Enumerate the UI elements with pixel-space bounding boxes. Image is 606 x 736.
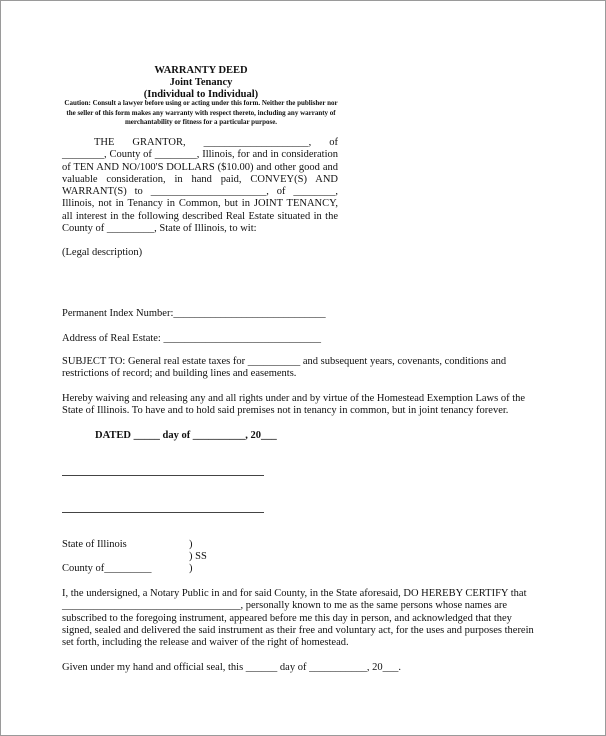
caution-notice: Caution: Consult a lawyer before using or acting under this form. Neither the publisher nor the seller of this form makes any warranty with respect thereto, including any warranty of merchantability or fitness for a particular purpose. — [64, 99, 338, 126]
title-individual: (Individual to Individual) — [143, 89, 259, 100]
deed-title — [61, 65, 341, 101]
homestead-waiver-paragraph: Hereby waiving and releasing any and all rights under and by virtue of the Homestead Exemption Laws of the State of Illinois. To have and to hold said premises not in tenancy in common, but in joint tenancy forever. — [62, 393, 526, 417]
signature-line-2 — [62, 512, 264, 513]
address-of-real-estate: Address of Real Estate: ______________________________ — [62, 333, 321, 344]
legal-description: (Legal description) — [62, 247, 143, 258]
venue-paren-close: ) — [189, 563, 193, 574]
signature-line-1 — [62, 475, 264, 476]
dated-line: DATED _____ day of __________, 20___ — [95, 430, 277, 441]
grantor-paragraph: THE GRANTOR, ____________________, of ________, County of ________, Illinois, for and in consideration of TEN AND NO/100'S DOLLARS ($10.00) and other good and valuable consideration, in hand paid, CONVEY(S) AND WARRANT(S) to ______________________, of ________, Illinois, not in Tenancy in Common, but in JOINT TENANCY, all interest in the following described Real Estate situated in the County of _________, State of Illinois, to wit: — [62, 137, 338, 235]
permanent-index-number: Permanent Index Number:_____________________________ — [62, 308, 326, 319]
subject-to-paragraph: SUBJECT TO: General real estate taxes for __________ and subsequent years, covenants, conditions and restrictions of record; and building lines and easements. — [62, 356, 507, 380]
given-under-hand-line: Given under my hand and official seal, this ______ day of ___________, 20___. — [62, 662, 401, 673]
ss-label: ) SS — [189, 551, 207, 562]
title-warranty-deed: WARRANTY DEED — [154, 65, 248, 76]
state-label: State of Illinois — [62, 539, 127, 550]
venue-paren-open: ) — [189, 539, 193, 550]
county-label: County of_________ — [62, 563, 152, 574]
notary-certification-paragraph: I, the undersigned, a Notary Public in and for said County, in the State aforesaid, DO HEREBY CERTIFY that __________________________________, personally known to me as the same persons whose names are subscribed to the foregoing instrument, appeared before me this day in person, and acknowledged that they signed, sealed and delivered the said instrument as their free and voluntary act, for the uses and purposes therein set forth, including the release and waiver of the right of homestead. — [62, 588, 534, 649]
title-joint-tenancy: Joint Tenancy — [169, 77, 233, 88]
